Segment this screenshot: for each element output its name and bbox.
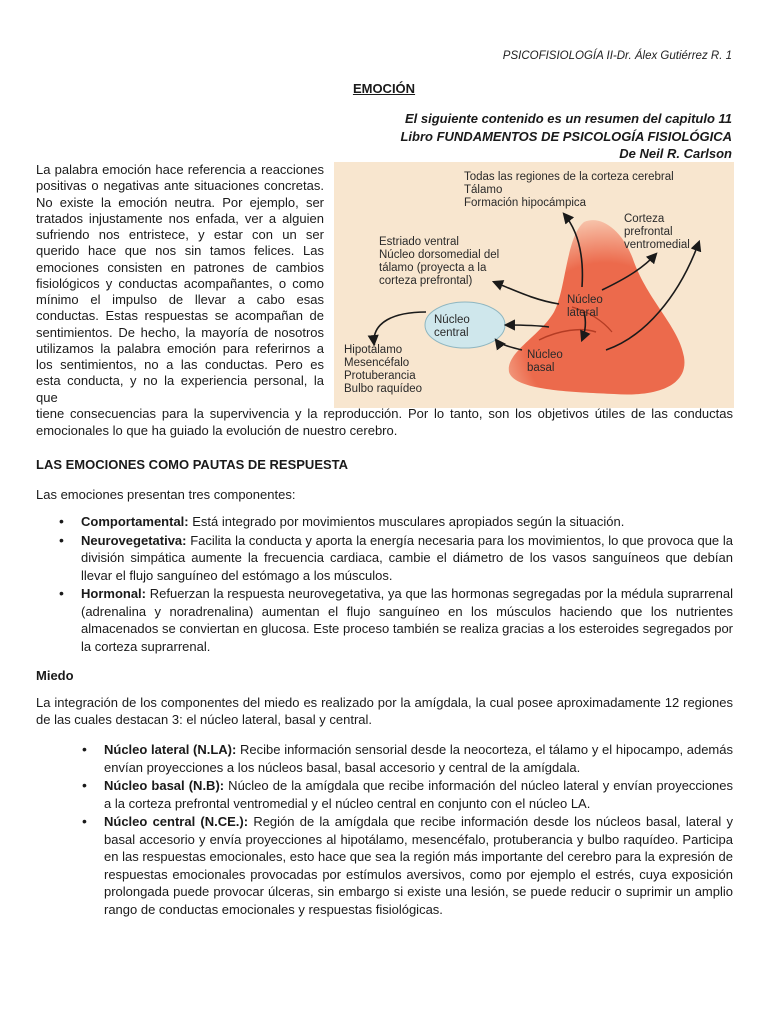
list-item-term: Núcleo central (N.CE.):	[104, 814, 249, 829]
figure-label: Núcleo dorsomedial del	[379, 249, 500, 261]
figure-label: central	[434, 327, 469, 339]
section-heading: Miedo	[36, 668, 74, 683]
figure-label: prefrontal	[624, 226, 673, 238]
list-item-text: Refuerzan la respuesta neurovegetativa, ya que las hormonas segregadas por la médula suprarrenal (adrenalina y noradrenalina) aumentan el flujo sanguíneo en los músculos haciendo que los nutrientes almacenados se conviertan en glucosa. Este proceso también se realiza gracias a los esteroides segregados por la corteza suprarrenal.	[81, 586, 733, 654]
central-nucleus-label	[434, 314, 470, 339]
figure-label: Núcleo	[434, 314, 470, 326]
list-item	[104, 777, 733, 812]
list-item-text: Recibe información sensorial desde la neocorteza, el tálamo y el hipocampo, además envían proyecciones a los núcleos basal, basal accesorio y central de la amígdala.	[104, 742, 733, 775]
figure-label: lateral	[567, 307, 599, 319]
list-item-term: Núcleo lateral (N.LA):	[104, 742, 237, 757]
list-item-term: Núcleo basal (N.B):	[104, 778, 225, 793]
list-item-term: Hormonal:	[81, 586, 146, 601]
figure-label: Todas las regiones de la corteza cerebral	[464, 171, 674, 183]
figure-label: Mesencéfalo	[344, 357, 410, 369]
list-item-text: Facilita la conducta y aporta la energía necesaria para los movimientos, lo que provoca que la división simpática aumente la frecuencia cardiaca, cambie el diámetro de los vasos sanguíneos que debían llevar el flujo sanguíneo del estómago a los músculos.	[81, 532, 733, 583]
subtitle-line: Libro FUNDAMENTOS DE PSICOLOGÍA FISIOLÓGICA	[400, 128, 732, 144]
figure-label: Estriado ventral	[379, 236, 459, 248]
subtitle	[400, 110, 732, 163]
section-intro: Las emociones presentan tres componentes:	[36, 487, 296, 502]
figure-label: Bulbo raquídeo	[344, 383, 423, 395]
subtitle-line: El siguiente contenido es un resumen del capitulo 11	[405, 111, 732, 126]
figure-label: Corteza	[624, 213, 665, 225]
figure-label: Núcleo	[527, 349, 563, 361]
components-list	[81, 513, 733, 656]
list-item	[81, 585, 733, 655]
list-item	[104, 741, 733, 776]
figure-label: corteza prefrontal)	[379, 275, 473, 287]
list-item-text: Núcleo de la amígdala que recibe información del núcleo lateral y envían proyecciones a la corteza prefrontal ventromedial y el núcleo central en conjunto con el núcleo LA.	[104, 778, 734, 811]
list-item-term: Neurovegetativa:	[81, 532, 187, 548]
list-item	[104, 813, 733, 918]
intro-continuation: tiene consecuencias para la supervivencia y la reproducción. Por lo tanto, son los objetivos útiles de las conductas emocionales lo que ha guiado la evolución de nuestro cerebro.	[36, 406, 733, 438]
subtitle-line: De Neil R. Carlson	[619, 146, 732, 161]
list-item-text: Está integrado por movimientos musculares apropiados según la situación.	[188, 514, 625, 529]
nuclei-list	[104, 741, 733, 919]
intro-paragraph: La palabra emoción hace referencia a reacciones positivas o negativas ante situaciones concretas. No existe la emoción neutra. Por ejemplo, ser tratados injustamente nos enfada, ver a alguien sufriendo nos entristece, y estar con un ser querido hace que nos sin tamos felices. Las emociones consisten en patrones de cambios fisiológicos y conductas acompañantes, o como mínimo el impulso de llevar a cabo esas conductas. Estas respuestas se acompañan de sentimientos. De hecho, la mayoría de nosotros utilizamos la palabra emoción para referirnos a los sentimientos, no a las conductas. Pero es esta conducta, y no la experiencia personal, la que	[36, 162, 324, 405]
figure-label: tálamo (proyecta a la	[379, 262, 487, 274]
section-heading: LAS EMOCIONES COMO PAUTAS DE RESPUESTA	[36, 457, 349, 472]
figure-label: Protuberancia	[344, 370, 416, 382]
list-item	[81, 513, 733, 531]
figure-label: basal	[527, 362, 555, 374]
running-head: PSICOFISIOLOGÍA II-Dr. Álex Gutiérrez R. 1	[502, 50, 732, 62]
figure-label: ventromedial	[624, 239, 690, 251]
figure-label: Tálamo	[464, 184, 503, 196]
figure-label: Hipotálamo	[344, 344, 403, 356]
section-intro: La integración de los componentes del miedo es realizado por la amígdala, la cual posee aproximadamente 12 regiones de las cuales destacan 3: el núcleo lateral, basal y central.	[36, 695, 733, 727]
figure-label: Formación hipocámpica	[464, 197, 587, 209]
figure-label: Núcleo	[567, 294, 603, 306]
amygdala-diagram	[334, 162, 734, 408]
page-title: EMOCIÓN	[352, 81, 416, 96]
list-item-term: Comportamental:	[81, 514, 189, 529]
list-item-text: Región de la amígdala que recibe información desde los núcleos basal, lateral y basal accesorio y envía proyecciones al hipotálamo, mesencéfalo, protuberancia y bulbo raquídeo. Participa en las respuestas emocionales, esto hace que sea la región más importante del cerebro para la expresión de respuestas emocionales provocadas por estímulos aversivos, como por ejemplo el estrés, cuya exposición prolongada puede provocar úlceras, sin embargo si existe una lesión, se puede reducir o suprimir un amplio rango de conductas emocionales y respuestas fisiológicas.	[104, 814, 734, 917]
list-item	[81, 532, 733, 585]
